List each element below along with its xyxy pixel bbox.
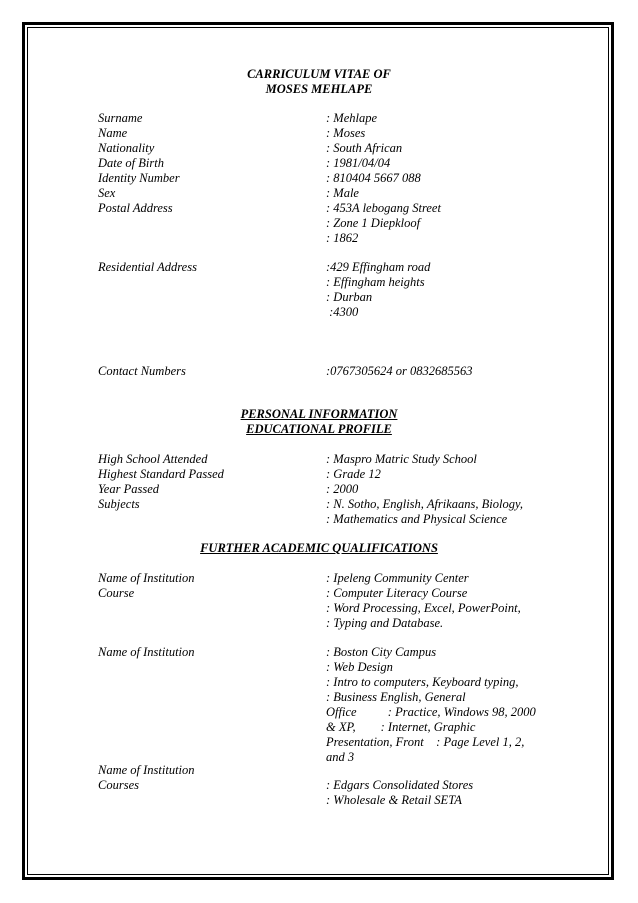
institution-wrapped-text: Office : Practice, Windows 98, 2000 & XP, : Internet, Graphic Presentation, Front : Page Level 1, 2, and 3 — [326, 705, 539, 764]
educational-profile-heading: EDUCATIONAL PROFILE — [246, 422, 392, 436]
name-value: : Moses — [326, 126, 366, 140]
id-value: : 810404 5667 088 — [326, 171, 421, 185]
nationality-label: Nationality — [98, 141, 155, 155]
residential-label: Residential Address — [98, 260, 197, 274]
institution-line: : Intro to computers, Keyboard typing, — [326, 675, 519, 689]
cv-title-line2: MOSES MEHLAPE — [265, 82, 373, 96]
year-label: Year Passed — [98, 482, 160, 496]
further-academic-heading: FURTHER ACADEMIC QUALIFICATIONS — [200, 541, 438, 555]
contact-value: :0767305624 or 0832685563 — [326, 364, 473, 378]
course-line: : Typing and Database. — [326, 616, 444, 630]
postal-line: : Zone 1 Diepkloof — [326, 216, 421, 230]
institution-label: Name of Institution — [98, 763, 195, 777]
standard-label: Highest Standard Passed — [98, 467, 224, 481]
standard-value: : Grade 12 — [326, 467, 381, 481]
institution-value: : Ipeleng Community Center — [326, 571, 469, 585]
subjects-line: : N. Sotho, English, Afrikaans, Biology, — [326, 497, 523, 511]
surname-value: : Mehlape — [326, 111, 378, 125]
course-label: Course — [98, 586, 135, 600]
personal-information-heading: PERSONAL INFORMATION — [240, 407, 398, 421]
postal-label: Postal Address — [98, 201, 173, 215]
sex-value: : Male — [326, 186, 359, 200]
dob-label: Date of Birth — [98, 156, 164, 170]
subjects-label: Subjects — [98, 497, 140, 511]
postal-line: : 453A lebogang Street — [326, 201, 441, 215]
courses-line: : Edgars Consolidated Stores — [326, 778, 474, 792]
residential-line: :429 Effingham road — [326, 260, 431, 274]
school-label: High School Attended — [98, 452, 208, 466]
surname-label: Surname — [98, 111, 143, 125]
course-line: : Computer Literacy Course — [326, 586, 468, 600]
dob-value: : 1981/04/04 — [326, 156, 391, 170]
institution-label: Name of Institution — [98, 571, 195, 585]
institution-line: : Boston City Campus — [326, 645, 437, 659]
residential-line: : Effingham heights — [326, 275, 425, 289]
institution-line: : Business English, General — [326, 690, 466, 704]
name-label: Name — [98, 126, 128, 140]
contact-label: Contact Numbers — [98, 364, 186, 378]
sex-label: Sex — [98, 186, 116, 200]
courses-line: : Wholesale & Retail SETA — [326, 793, 462, 807]
subjects-line: : Mathematics and Physical Science — [326, 512, 508, 526]
institution-label: Name of Institution — [98, 645, 195, 659]
courses-label: Courses — [98, 778, 139, 792]
cv-title-line1: CARRICULUM VITAE OF — [247, 67, 391, 81]
residential-line: :4300 — [326, 305, 359, 319]
institution-line: : Web Design — [326, 660, 393, 674]
course-line: : Word Processing, Excel, PowerPoint, — [326, 601, 521, 615]
id-label: Identity Number — [98, 171, 180, 185]
postal-line: : 1862 — [326, 231, 359, 245]
year-value: : 2000 — [326, 482, 359, 496]
nationality-value: : South African — [326, 141, 403, 155]
school-value: : Maspro Matric Study School — [326, 452, 477, 466]
residential-line: : Durban — [326, 290, 373, 304]
